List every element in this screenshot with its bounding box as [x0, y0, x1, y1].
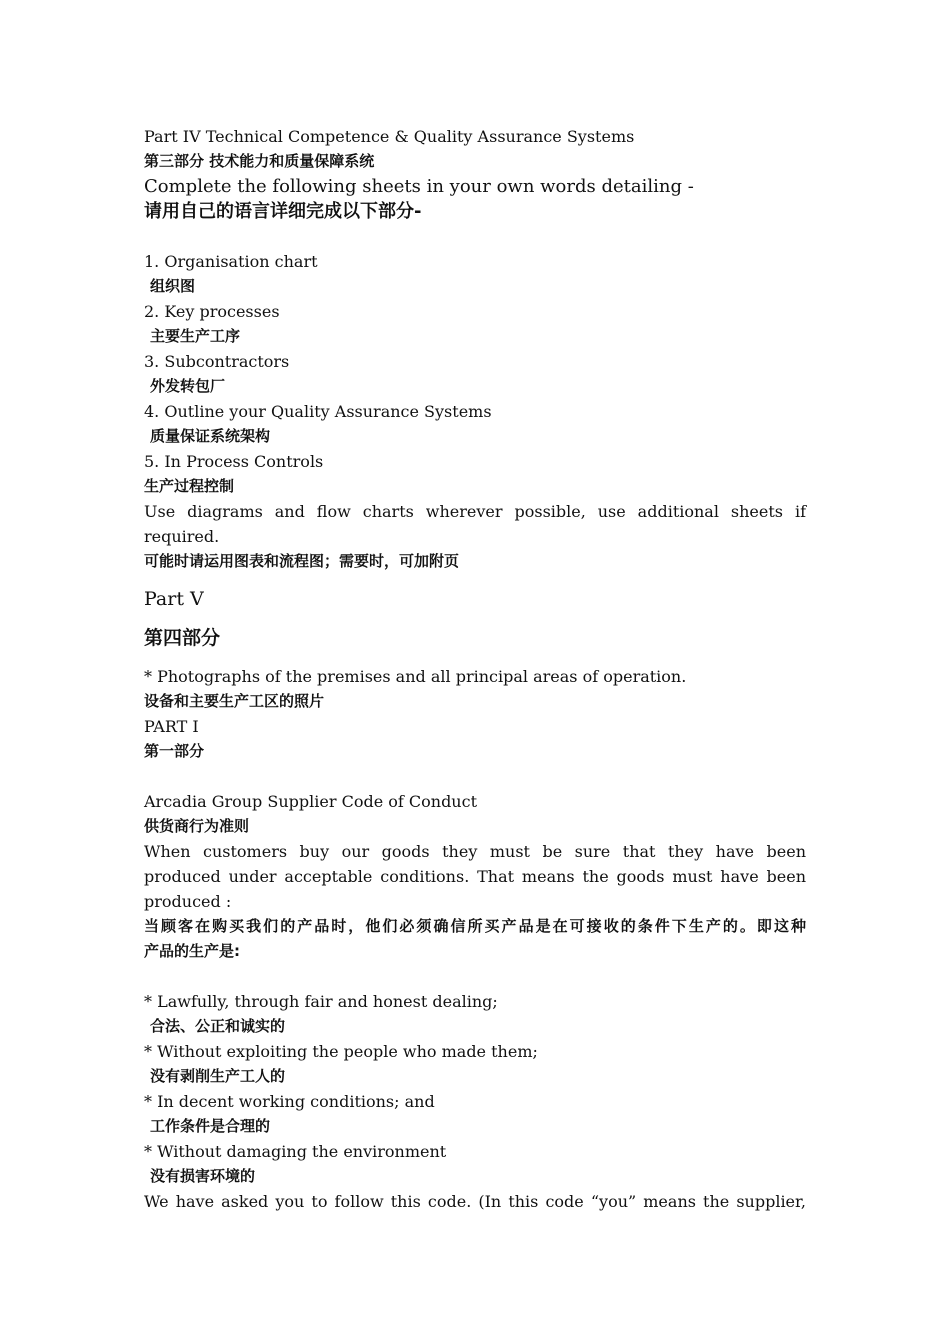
list-item-zh: 组织图	[150, 277, 196, 295]
bullet-en: * Lawfully, through fair and honest dealing;	[144, 992, 498, 1011]
code-title-zh: 供货商行为准则	[144, 817, 250, 835]
document-page	[144, 124, 806, 1214]
note-zh: 可能时请运用图表和流程图；需要时，可加附页	[144, 552, 460, 570]
photo-zh: 设备和主要生产工区的照片	[144, 692, 325, 710]
photo-en: * Photographs of the premises and all principal areas of operation.	[144, 667, 687, 686]
list-item-en: 5. In Process Controls	[144, 452, 324, 471]
bullet-en: * In decent working conditions; and	[144, 1092, 435, 1111]
part5-title-en: Part V	[144, 588, 204, 610]
list-item-zh: 质量保证系统架构	[150, 427, 271, 445]
part1-title-zh: 第一部分	[144, 742, 205, 760]
part4-intro-en: Complete the following sheets in your own words detailing -	[144, 176, 694, 197]
part4-title-en: Part IV Technical Competence & Quality Assurance Systems	[144, 127, 635, 146]
part4-title-zh: 第三部分 技术能力和质量保障系统	[144, 152, 375, 170]
list-item-en: 4. Outline your Quality Assurance Systems	[144, 402, 492, 421]
bullet-zh: 没有损害环境的	[150, 1167, 256, 1185]
paragraph-zh-line2: 产品的生产是:	[144, 942, 240, 960]
paragraph-en-line1: When customers buy our goods they must be sure that they have been	[144, 842, 806, 861]
part1-title-en: PART I	[144, 717, 199, 736]
bullet-zh: 合法、公正和诚实的	[150, 1017, 286, 1035]
list-item-en: 3. Subcontractors	[144, 352, 290, 371]
paragraph-en-line2: produced under acceptable conditions. That means the goods must have been	[144, 867, 806, 886]
list-item-zh: 主要生产工序	[150, 327, 241, 345]
part4-intro-zh: 请用自己的语言详细完成以下部分-	[144, 201, 422, 222]
list-item-zh: 外发转包厂	[150, 377, 226, 395]
paragraph-zh-line1: 当顾客在购买我们的产品时，他们必须确信所买产品是在可接收的条件下生产的。即这种	[144, 917, 806, 935]
list-item-en: 1. Organisation chart	[144, 252, 318, 271]
part5-title-zh: 第四部分	[144, 627, 221, 649]
note-en-line2: required.	[144, 527, 220, 546]
bullet-zh: 工作条件是合理的	[150, 1117, 271, 1135]
last-line: We have asked you to follow this code. (In this code “you” means the supplier,	[144, 1192, 806, 1211]
list-item-en: 2. Key processes	[144, 302, 280, 321]
note-en-line1: Use diagrams and flow charts wherever possible, use additional sheets if	[144, 502, 806, 521]
bullet-zh: 没有剥削生产工人的	[150, 1067, 286, 1085]
bullet-en: * Without exploiting the people who made them;	[144, 1042, 538, 1061]
bullet-en: * Without damaging the environment	[144, 1142, 447, 1161]
paragraph-en-line3: produced :	[144, 892, 232, 911]
code-title-en: Arcadia Group Supplier Code of Conduct	[144, 792, 477, 811]
list-item-zh: 生产过程控制	[144, 477, 235, 495]
